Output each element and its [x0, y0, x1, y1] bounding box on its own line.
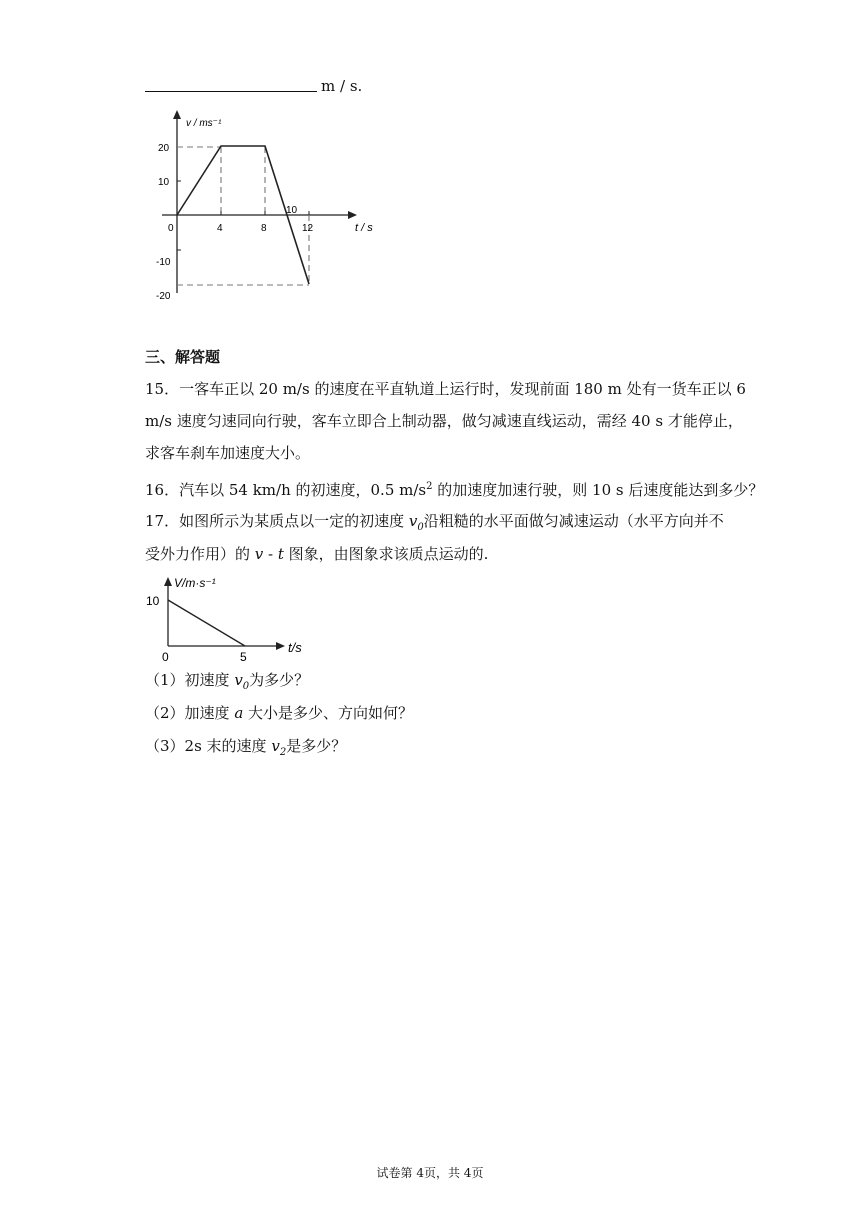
chart2-ytick-label-10: 10: [146, 594, 160, 608]
q17-line-1: [145, 511, 724, 538]
q16-post: 的加速度加速行驶，则 10 s 后速度能达到多少？: [432, 481, 764, 499]
q17-line2-post: 图象，由图象求该质点运动的.: [283, 545, 489, 563]
chart1-annotation-10: 10: [286, 205, 298, 216]
section-title: 三、解答题: [145, 348, 221, 366]
q17-line1-pre: 17．如图所示为某质点以一定的初速度: [145, 512, 409, 530]
chart2-ylabel: V/m·s⁻¹: [174, 576, 216, 590]
chart2-origin: 0: [162, 650, 169, 664]
sub-question-1: [145, 670, 309, 697]
vt-chart-2: [140, 572, 320, 667]
q16-text: [145, 477, 763, 500]
q17-var-t: t: [277, 545, 284, 563]
chart1-origin: 0: [168, 223, 174, 234]
sub1-sub: 0: [242, 681, 250, 692]
q15-line-1: 15．一客车正以 20 m/s 的速度在平直轨道上运行时，发现前面 180 m 处有一货车正以 6: [145, 380, 746, 398]
sub-question-2: [145, 703, 413, 723]
chart2-x-arrow: [276, 642, 285, 650]
chart1-xtick-label-8: 8: [261, 223, 267, 234]
sub1-post: 为多少？: [249, 671, 310, 689]
sub3-pre: （3）2s 末的速度: [145, 737, 272, 755]
q17-line-2: [145, 544, 488, 564]
chart1-ytick-label-neg10: -10: [156, 257, 171, 268]
chart1-ytick-label-neg20: -20: [156, 291, 171, 302]
q16-sup: 2: [426, 481, 433, 492]
chart1-xlabel: t / s: [355, 222, 373, 234]
page-footer: 试卷第 4页，共 4页: [376, 1166, 484, 1180]
sub2-post: 大小是多少、方向如何？: [243, 704, 414, 722]
chart1-x-arrow: [348, 211, 357, 219]
q15-line-2: m/s 速度匀速同向行驶，客车立即合上制动器，做匀减速直线运动，需经 40 s 才能停止，: [145, 412, 743, 430]
sub2-var: a: [234, 704, 244, 722]
sub3-var: v: [271, 737, 280, 755]
q17-sub-0: 0: [417, 522, 424, 533]
sub1-pre: （1）初速度: [145, 671, 235, 689]
chart1-ytick-label-20: 20: [158, 143, 170, 154]
q17-dash: -: [263, 545, 278, 563]
chart1-xtick-label-12: 12: [302, 223, 314, 234]
chart1-ylabel: v / ms⁻¹: [186, 118, 222, 129]
q17-var-v2: v: [254, 545, 264, 563]
chart1-ytick-label-10: 10: [158, 177, 170, 188]
chart2-y-arrow: [164, 577, 172, 586]
q16-pre: 16．汽车以 54 km/h 的初速度，0.5 m/s: [145, 481, 427, 499]
chart2-series-line: [168, 600, 245, 646]
sub3-sub: 2: [279, 747, 287, 758]
q17-line2-pre: 受外力作用）的: [145, 545, 255, 563]
sub2-pre: （2）加速度: [145, 704, 235, 722]
q17-line1-post: 沿粗糙的水平面做匀减速运动（水平方向并不: [423, 512, 724, 530]
q15-line-3: 求客车刹车加速度大小。: [145, 444, 311, 462]
sub1-var: v: [234, 671, 243, 689]
answer-unit: m / s.: [321, 77, 363, 95]
answer-blank-line: [145, 91, 317, 92]
chart2-xlabel: t/s: [288, 640, 302, 655]
chart1-y-arrow: [173, 110, 181, 119]
sub-question-3: [145, 736, 346, 763]
q17-var-v: v: [408, 512, 418, 530]
chart1-xtick-label-4: 4: [217, 223, 223, 234]
vt-chart-1: [140, 105, 390, 305]
sub3-post: 是多少？: [286, 737, 347, 755]
chart2-xtick-label-5: 5: [240, 650, 247, 664]
